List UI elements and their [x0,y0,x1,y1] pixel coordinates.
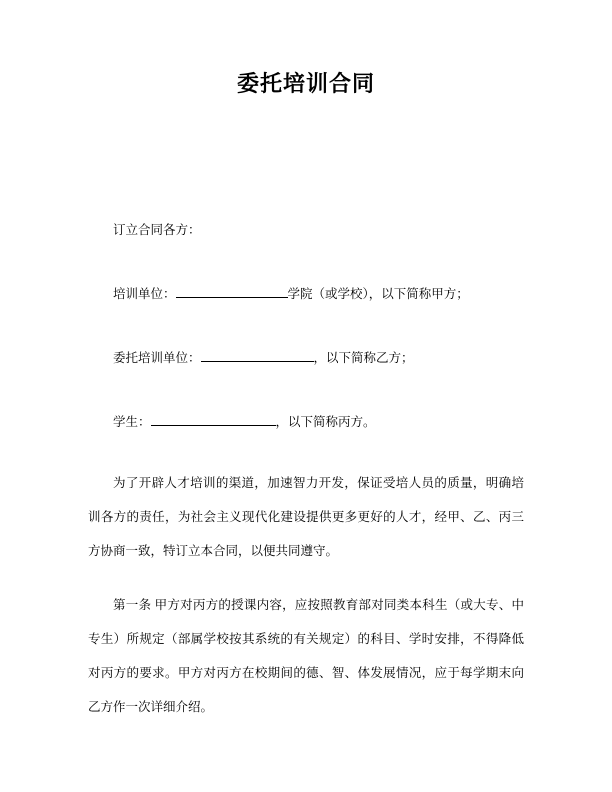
party-line-trainer-prefix: 培训单位： [113,287,176,301]
fill-in-blank-entrusting-unit [201,349,314,362]
fill-in-blank-student [151,413,276,426]
party-line-trainer [88,277,524,311]
party-line-entrusting-unit [88,341,524,375]
party-line-trainer-suffix: 学院（或学校），以下简称甲方； [287,287,469,301]
article-1-paragraph: 第一条 甲方对丙方的授课内容，应按照教育部对同类本科生（或大专、中专生）所规定（部属学校按其系统的有关规定）的科目、学时安排，不得降低对丙方的要求。甲方对丙方在校期间的德、智、体发展情况，应于每学期末向乙方作一次详细介绍。 [88,598,524,714]
party-line-entrusting-unit-prefix: 委托培训单位： [113,351,201,365]
preamble-paragraph: 为了开辟人才培训的渠道，加速智力开发，保证受培人员的质量，明确培训各方的责任，为社会主义现代化建设提供更多更好的人才，经甲、乙、丙三方协商一致，特订立本合同，以便共同遵守。 [88,476,524,558]
party-line-student-prefix: 学生： [113,415,151,429]
party-line-student-suffix: ，以下简称丙方。 [275,415,376,429]
fill-in-blank-trainer [176,285,288,298]
document-title: 委托培训合同 [236,71,375,96]
document-body [88,213,524,724]
party-line-entrusting-unit-suffix: ，以下简称乙方； [313,351,414,365]
party-line-student [88,405,524,439]
parties-intro-line: 订立合同各方： [113,223,201,237]
